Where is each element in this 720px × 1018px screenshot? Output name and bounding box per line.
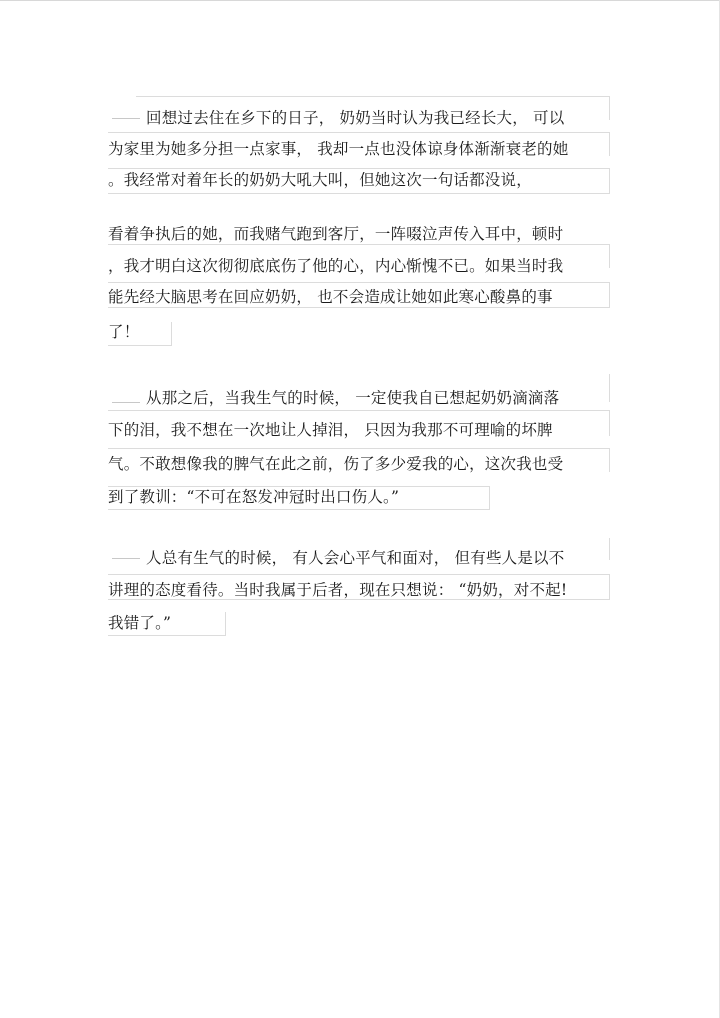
text-line: 回想过去住在乡下的日子， 奶奶当时认为我已经长大， 可以 <box>146 109 565 127</box>
text-line: 从那之后，当我生气的时候， 一定使我自已想起奶奶滴滴落 <box>146 389 560 407</box>
indent-rule <box>112 402 140 403</box>
text-line: 到了教训：“不可在怒发冲冠时出口伤人。” <box>108 488 400 506</box>
text-line: 讲理的态度看待。当时我属于后者，现在只想说： “奶奶，对不起! <box>108 581 568 599</box>
text-line: 。我经常对着年长的奶奶大吼大叫，但她这次一句话都没说， <box>108 171 532 189</box>
text-line: 人总有生气的时候， 有人会心平气和面对， 但有些人是以不 <box>146 549 565 567</box>
text-line: 为家里为她多分担一点家事， 我却一点也没体谅身体渐渐衰老的她 <box>108 140 569 158</box>
text-line: 下的泪，我不想在一次地让人掉泪， 只因为我那不可理喻的坏脾 <box>108 421 553 439</box>
text-line: 了！ <box>108 323 140 341</box>
text-line: 能先经大脑思考在回应奶奶， 也不会造成让她如此寒心酸鼻的事 <box>108 288 553 306</box>
text-line: ，我才明白这次彻彻底底伤了他的心，内心惭愧不已。如果当时我 <box>108 257 564 275</box>
text-line: 气。不敢想像我的脾气在此之前，伤了多少爱我的心，这次我也受 <box>108 455 564 473</box>
text-line: 我错了。” <box>108 614 172 632</box>
page-edge-top <box>0 0 720 1</box>
text-line: 看着争执后的她，而我赌气跑到客厅，一阵啜泣声传入耳中，顿时 <box>108 225 564 243</box>
